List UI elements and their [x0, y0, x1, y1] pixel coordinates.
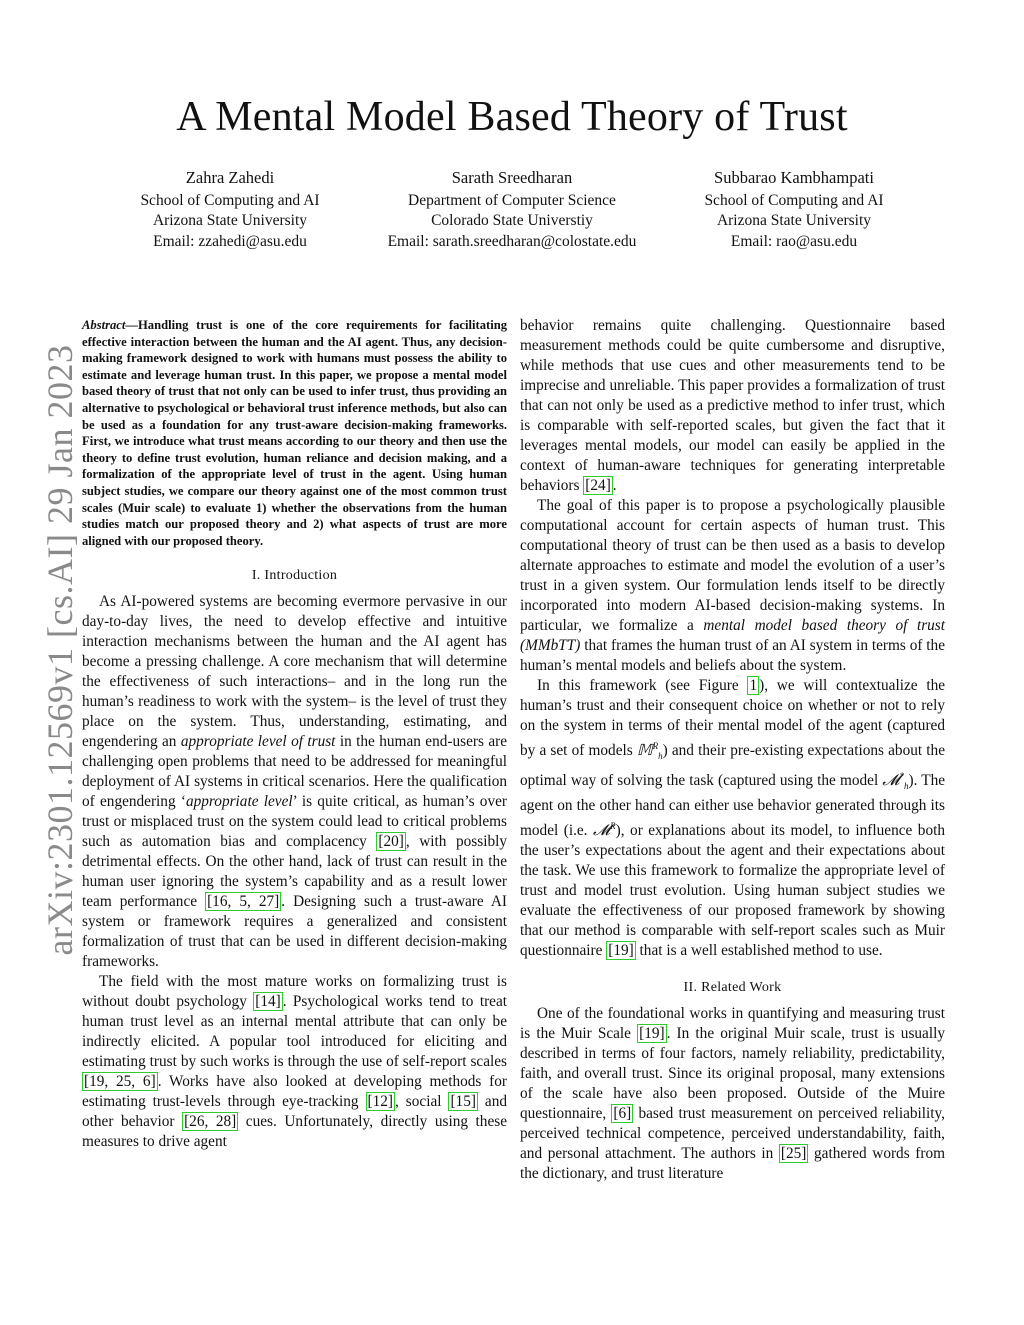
right-paragraph-2 [520, 496, 945, 676]
right-column [520, 316, 945, 1184]
author-institution: Arizona State University [152, 212, 308, 229]
citation-link[interactable]: [24] [585, 477, 611, 494]
text-run: The field with the most mature works on formalizing trust is without doubt psychology [82, 973, 507, 1011]
citation-link[interactable]: [16, 5, 27] [207, 893, 280, 911]
author-email: Email: sarath.sreedharan@colostate.edu [387, 232, 637, 250]
text-run-italic: appropriate level [185, 793, 293, 811]
section-heading-introduction: I. Introduction [251, 568, 338, 584]
citation-link[interactable]: [19] [608, 942, 634, 960]
text-run: cues. Unfortunately, directly using these measures to drive agent [82, 1113, 507, 1151]
text-run-italic: mental model based theory of trust (MMbTT) [520, 617, 946, 654]
author-block [0, 168, 1024, 258]
right-paragraph-1 [520, 316, 945, 496]
math-symbol: 𝓜 [882, 772, 900, 790]
text-run: . Psychological works tend to treat human trust level as an internal mental attribute that can only be indirectly elicited. A popular tool introduced for eliciting and estimating trust by such works is through the use of self-report scales [82, 993, 507, 1071]
math-models-set [636, 741, 663, 762]
author-email: Email: zzahedi@asu.edu [153, 232, 307, 250]
author-1 [70, 168, 390, 252]
text-run: ’ is quite critical, as human’s over trust or misplaced trust on the system could lead to critical problems such as automation bias and complacency [82, 793, 507, 851]
abstract-dash: — [125, 318, 138, 332]
text-run: gathered words from the dictionary, and trust literature [520, 1145, 946, 1183]
math-symbol: 𝕄 [636, 742, 653, 760]
math-superscript: R [652, 741, 659, 751]
citation-link[interactable]: [6] [613, 1105, 632, 1123]
author-name: Subbarao Kambhampati [714, 168, 874, 187]
section-heading-related-work: II. Related Work [683, 980, 782, 996]
text-run: As AI-powered systems are becoming evermore pervasive in our day-to-day lives, the need to develop effective and intuitive interaction mechanisms between the human and the AI agent has become a pressing challenge. A core mechanism that will determine the effectiveness of such interactions– and in the long run the human’s readiness to work with the system– is the level of trust they place on the system. Thus, understanding, estimating, and engendering an [82, 593, 507, 751]
text-run: ) and their pre-existing expectations about the optimal way of solving the task (captured using the model [520, 742, 945, 790]
citation-link[interactable]: [25] [780, 1145, 807, 1163]
author-name: Sarath Sreedharan [451, 168, 573, 187]
related-paragraph-1 [520, 1004, 945, 1184]
text-run: . [612, 477, 617, 494]
intro-paragraph-2 [82, 972, 507, 1152]
math-superscript: * [899, 771, 904, 782]
text-run: One of the foundational works in quantifying and measuring trust is the Muir Scale [520, 1005, 945, 1043]
author-institution: Arizona State University [716, 212, 872, 229]
math-subscript: h [903, 781, 909, 792]
author-3 [634, 168, 954, 252]
figure-link[interactable]: 1 [749, 677, 758, 694]
author-email: Email: rao@asu.edu [730, 232, 858, 250]
author-affiliation: School of Computing and AI [140, 191, 320, 209]
text-run: ). The agent on the other hand can either use behavior generated through its model (i.e. [520, 772, 946, 840]
text-run: . Works have also looked at developing methods for estimating trust-levels through eye-tracking [82, 1073, 508, 1111]
citation-link[interactable]: [15] [450, 1093, 476, 1111]
citation-link[interactable]: [19, 25, 6] [84, 1073, 156, 1091]
text-run: based trust measurement on perceived reliability, perceived technical competence, perceived understandability, faith, and personal attachment. The authors in [520, 1105, 945, 1163]
math-subscript: h [658, 751, 663, 762]
text-run: . Designing such a trust-aware AI system or framework requires a generalized and consistent formalization of trust that can be used in different decision-making frameworks. [82, 893, 507, 971]
citation-link[interactable]: [20] [378, 833, 404, 851]
author-affiliation: School of Computing and AI [704, 191, 884, 209]
abstract [82, 317, 507, 549]
left-column [82, 317, 507, 1152]
text-run: that is a well established method to use. [635, 942, 883, 960]
author-affiliation: Department of Computer Science [408, 191, 616, 209]
text-run: In this framework (see Figure [537, 677, 748, 694]
citation-link[interactable]: [12] [367, 1093, 394, 1111]
right-paragraph-3 [520, 676, 945, 961]
math-symbol: 𝓜 [593, 822, 611, 840]
text-run: ), we will contextualize the human’s trust and their consequent choice on whether or not to rely on the system in terms of their mental model of the agent (captured by a set of models [520, 677, 946, 760]
math-human-model [882, 771, 909, 792]
text-run: , social [395, 1093, 449, 1111]
text-run: in the human end-users are challenging open problems that need to be addressed for meaningful deployment of AI systems in critical scenarios. Here the qualification of engendering ‘ [82, 733, 507, 811]
author-institution: Colorado State Universtiy [431, 212, 593, 229]
citation-link[interactable]: [19] [639, 1025, 665, 1043]
paper-title: A Mental Model Based Theory of Trust [176, 94, 848, 140]
intro-paragraph-1 [82, 592, 507, 972]
author-name: Zahra Zahedi [185, 168, 275, 187]
citation-link[interactable]: [26, 28] [184, 1113, 237, 1131]
abstract-label: Abstract [82, 318, 126, 332]
text-run: that frames the human trust of an AI system in terms of the human’s mental models and beliefs about the system. [520, 637, 945, 674]
text-run: and other behavior [82, 1093, 507, 1131]
citation-link[interactable]: [14] [255, 993, 281, 1011]
text-run: The goal of this paper is to propose a psychologically plausible computational account for certain aspects of human trust. This computational theory of trust can be then used as a basis to develop alternate approaches to estimate and model the evolution of a user’s trust in a given system. Our formulation lends itself to be directly incorporated into modern AI-based decision-making systems. In particular, we formalize a [520, 497, 945, 634]
math-superscript: R [610, 821, 616, 832]
text-run: , with possibly detrimental effects. On the other hand, lack of trust can result in the human user ignoring the system’s capability and as a result lower team performance [82, 833, 508, 911]
text-run: behavior remains quite challenging. Questionnaire based measurement methods could be quite cumbersome and disruptive, while methods that use cues and other measurements tend to be imprecise and unreliable. This paper provides a formalization of trust that can not only be used as a predictive method to infer trust, which is comparable with self-reported scales, but given the fact that it leverages mental models, our model can easily be applied in the context of human-aware techniques for generating interpretable behaviors [520, 317, 945, 494]
text-run: . In the original Muir scale, trust is usually described in terms of four factors, namely reliability, predictability, faith, and overall trust. Since its original proposal, many extensions of the scale have also been proposed. Outside of the Muire questionnaire, [520, 1025, 945, 1123]
text-run-italic: appropriate level of trust [180, 733, 336, 751]
author-2 [352, 168, 672, 252]
arxiv-identifier: arXiv:2301.12569v1 [cs.AI] 29 Jan 2023 [40, 344, 80, 956]
abstract-text: Handling trust is one of the core requirements for facilitating effective interaction between the human and the AI agent. Thus, any decision-making framework designed to work with humans must possess the ability to estimate and leverage human trust. In this paper, we propose a mental model based theory of trust that not only can be used to infer trust, thus providing an alternative to psychological or behavioral trust inference methods, but also can be used as a foundation for any trust-aware decision-making frameworks. First, we introduce what trust means according to our theory and then use the theory to define trust evolution, human reliance and decision making, and a formalization of the appropriate level of trust in the agent. Using human subject studies, we compare our theory against one of the most common trust scales (Muir scale) to evaluate 1) whether the observations from the human studies match our proposed theory and 2) what aspects of trust are more aligned with our proposed theory. [82, 318, 507, 548]
math-robot-model [593, 822, 616, 839]
text-run: ), or explanations about its model, to influence both the user’s expectations about the agent and their expectations about the task. We use this framework to formalize the appropriate level of trust and model trust evolution. Using human subject studies we evaluate the effectiveness of our proposed framework by showing that our method is comparable with self-report scales such as Muir questionnaire [520, 822, 945, 960]
